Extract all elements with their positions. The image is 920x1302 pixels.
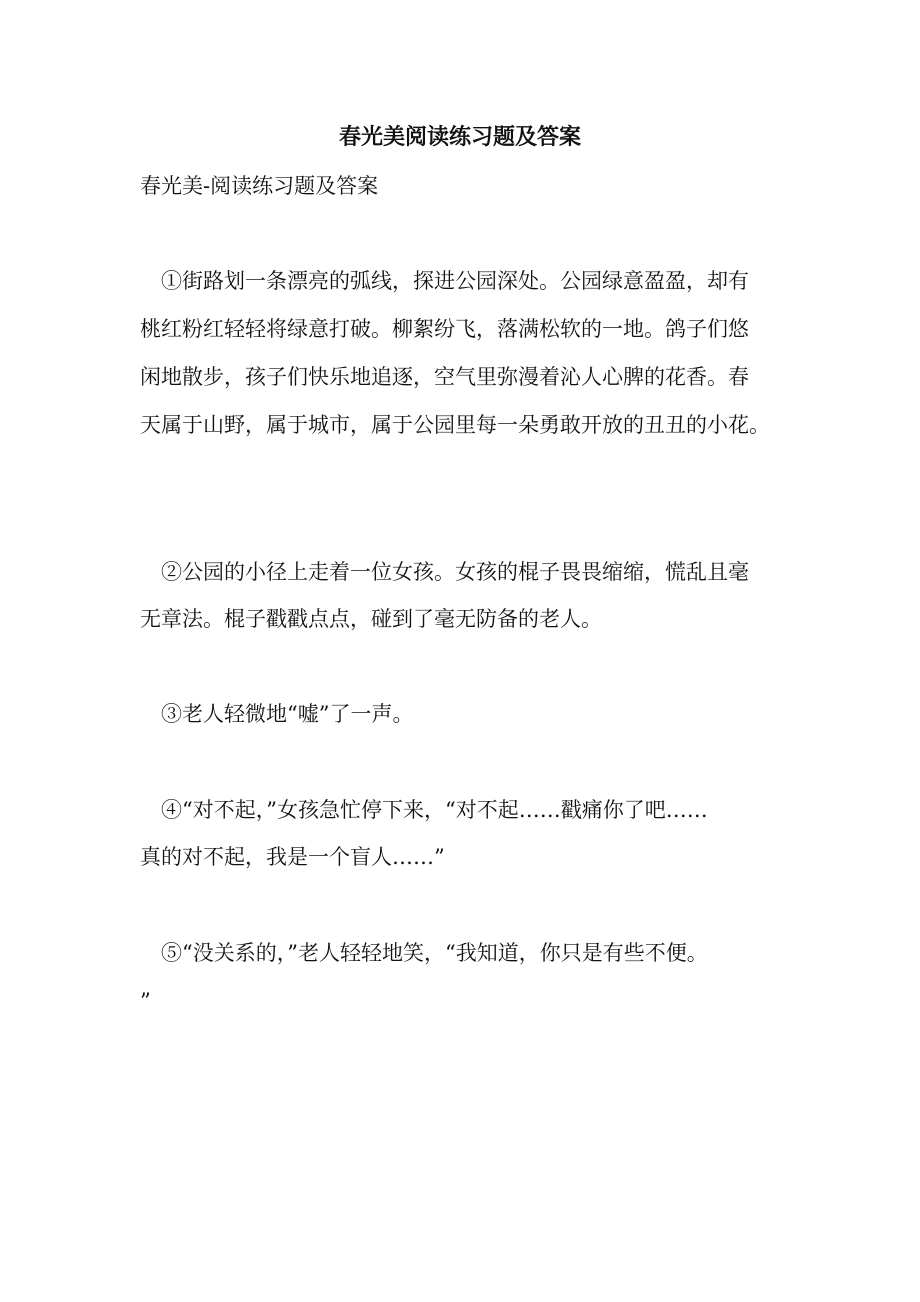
text-line: ②公园的小径上走着一位女孩。女孩的棍子畏畏缩缩，慌乱且毫 bbox=[140, 560, 749, 584]
text-line: 无章法。棍子戳戳点点，碰到了毫无防备的老人。 bbox=[140, 607, 602, 631]
text-line: ⑤“没关系的，”老人轻轻地笑，“我知道，你只是有些不便。 bbox=[140, 941, 708, 965]
text-line: 天属于山野，属于城市，属于公园里每一朵勇敢开放的丑丑的小花。 bbox=[140, 413, 770, 437]
text-line: ③老人轻微地“嘘”了一声。 bbox=[140, 702, 414, 726]
text-line: ” bbox=[140, 989, 151, 1013]
document-title: 春光美阅读练习题及答案 bbox=[338, 124, 581, 150]
document-subtitle: 春光美-阅读练习题及答案 bbox=[140, 174, 379, 198]
text-line: ④“对不起，”女孩急忙停下来，“对不起……戳痛你了吧…… bbox=[140, 798, 708, 822]
text-line: 桃红粉红轻轻将绿意打破。柳絮纷飞，落满松软的一地。鸽子们悠 bbox=[140, 317, 749, 341]
text-line: ①街路划一条漂亮的弧线，探进公园深处。公园绿意盈盈，却有 bbox=[140, 269, 749, 293]
text-line: 真的对不起，我是一个盲人……” bbox=[140, 845, 445, 869]
text-line: 闲地散步，孩子们快乐地追逐，空气里弥漫着沁人心脾的花香。春 bbox=[140, 365, 749, 389]
